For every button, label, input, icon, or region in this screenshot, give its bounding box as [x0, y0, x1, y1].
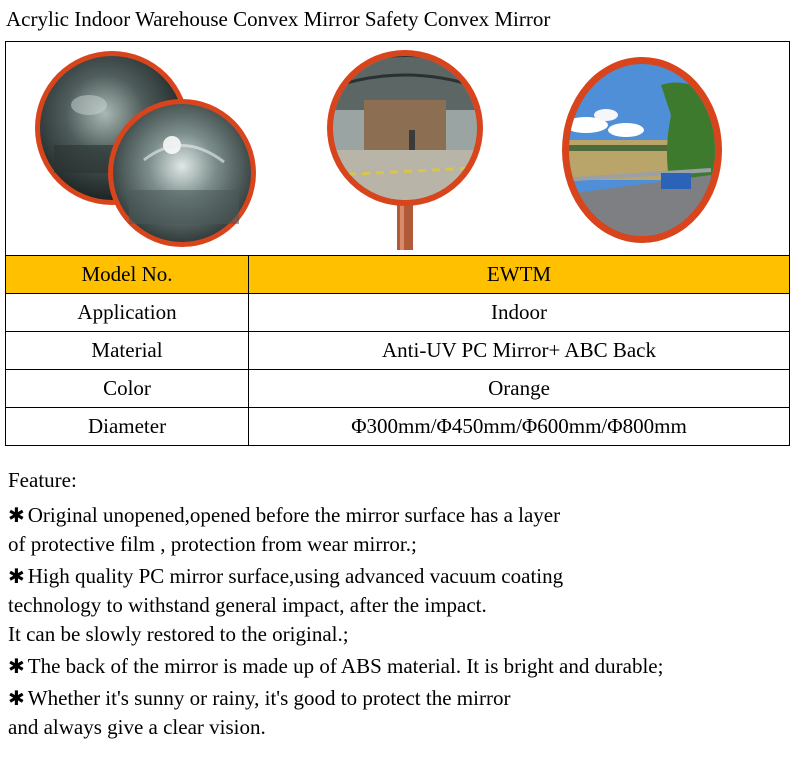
feature-line [8, 501, 663, 530]
feature-text: The back of the mirror is made up of ABS material. It is bright and durable; [27, 654, 664, 678]
two-indoor-convex-mirrors-photo [34, 50, 262, 250]
feature-item [8, 562, 663, 649]
feature-line: of protective film , protection from wear mirror.; [8, 532, 417, 556]
product-frame [5, 41, 790, 446]
spec-label: Application [6, 294, 249, 332]
asterisk-bullet-icon: ✱ [8, 503, 25, 527]
feature-text: Original unopened,opened before the mirror surface has a layer [27, 503, 561, 527]
feature-line: and always give a clear vision. [8, 715, 266, 739]
page-title: Acrylic Indoor Warehouse Convex Mirror Safety Convex Mirror [6, 7, 551, 31]
feature-heading: Feature: [8, 468, 77, 492]
table-row [6, 294, 789, 332]
asterisk-bullet-icon: ✱ [8, 686, 25, 710]
feature-text: High quality PC mirror surface,using advanced vacuum coating [27, 564, 564, 588]
spec-label: Diameter [6, 408, 249, 446]
asterisk-bullet-icon: ✱ [8, 564, 25, 588]
feature-section [8, 466, 663, 745]
spec-value: Indoor [249, 294, 790, 332]
spec-value: Orange [249, 370, 790, 408]
feature-line [8, 684, 663, 713]
feature-line: technology to withstand general impact, after the impact. [8, 593, 487, 617]
table-row [6, 408, 789, 446]
product-photo-row [6, 42, 789, 255]
feature-item [8, 501, 663, 559]
outdoor-road-convex-mirror-photo [561, 50, 723, 250]
spec-value: Anti-UV PC Mirror+ ABC Back [249, 332, 790, 370]
feature-line [8, 652, 663, 681]
specification-table [6, 255, 789, 445]
spec-value: EWTM [249, 256, 790, 294]
feature-line [8, 562, 663, 591]
asterisk-bullet-icon: ✱ [8, 654, 25, 678]
table-row [6, 332, 789, 370]
corridor-convex-mirror-on-pole-photo [324, 50, 486, 250]
spec-label: Material [6, 332, 249, 370]
feature-line: It can be slowly restored to the original.; [8, 622, 349, 646]
feature-text: Whether it's sunny or rainy, it's good to protect the mirror [27, 686, 511, 710]
spec-label: Color [6, 370, 249, 408]
table-row [6, 256, 789, 294]
spec-label: Model No. [6, 256, 249, 294]
table-row [6, 370, 789, 408]
spec-value: Φ300mm/Φ450mm/Φ600mm/Φ800mm [249, 408, 790, 446]
feature-item [8, 684, 663, 742]
feature-item [8, 652, 663, 681]
